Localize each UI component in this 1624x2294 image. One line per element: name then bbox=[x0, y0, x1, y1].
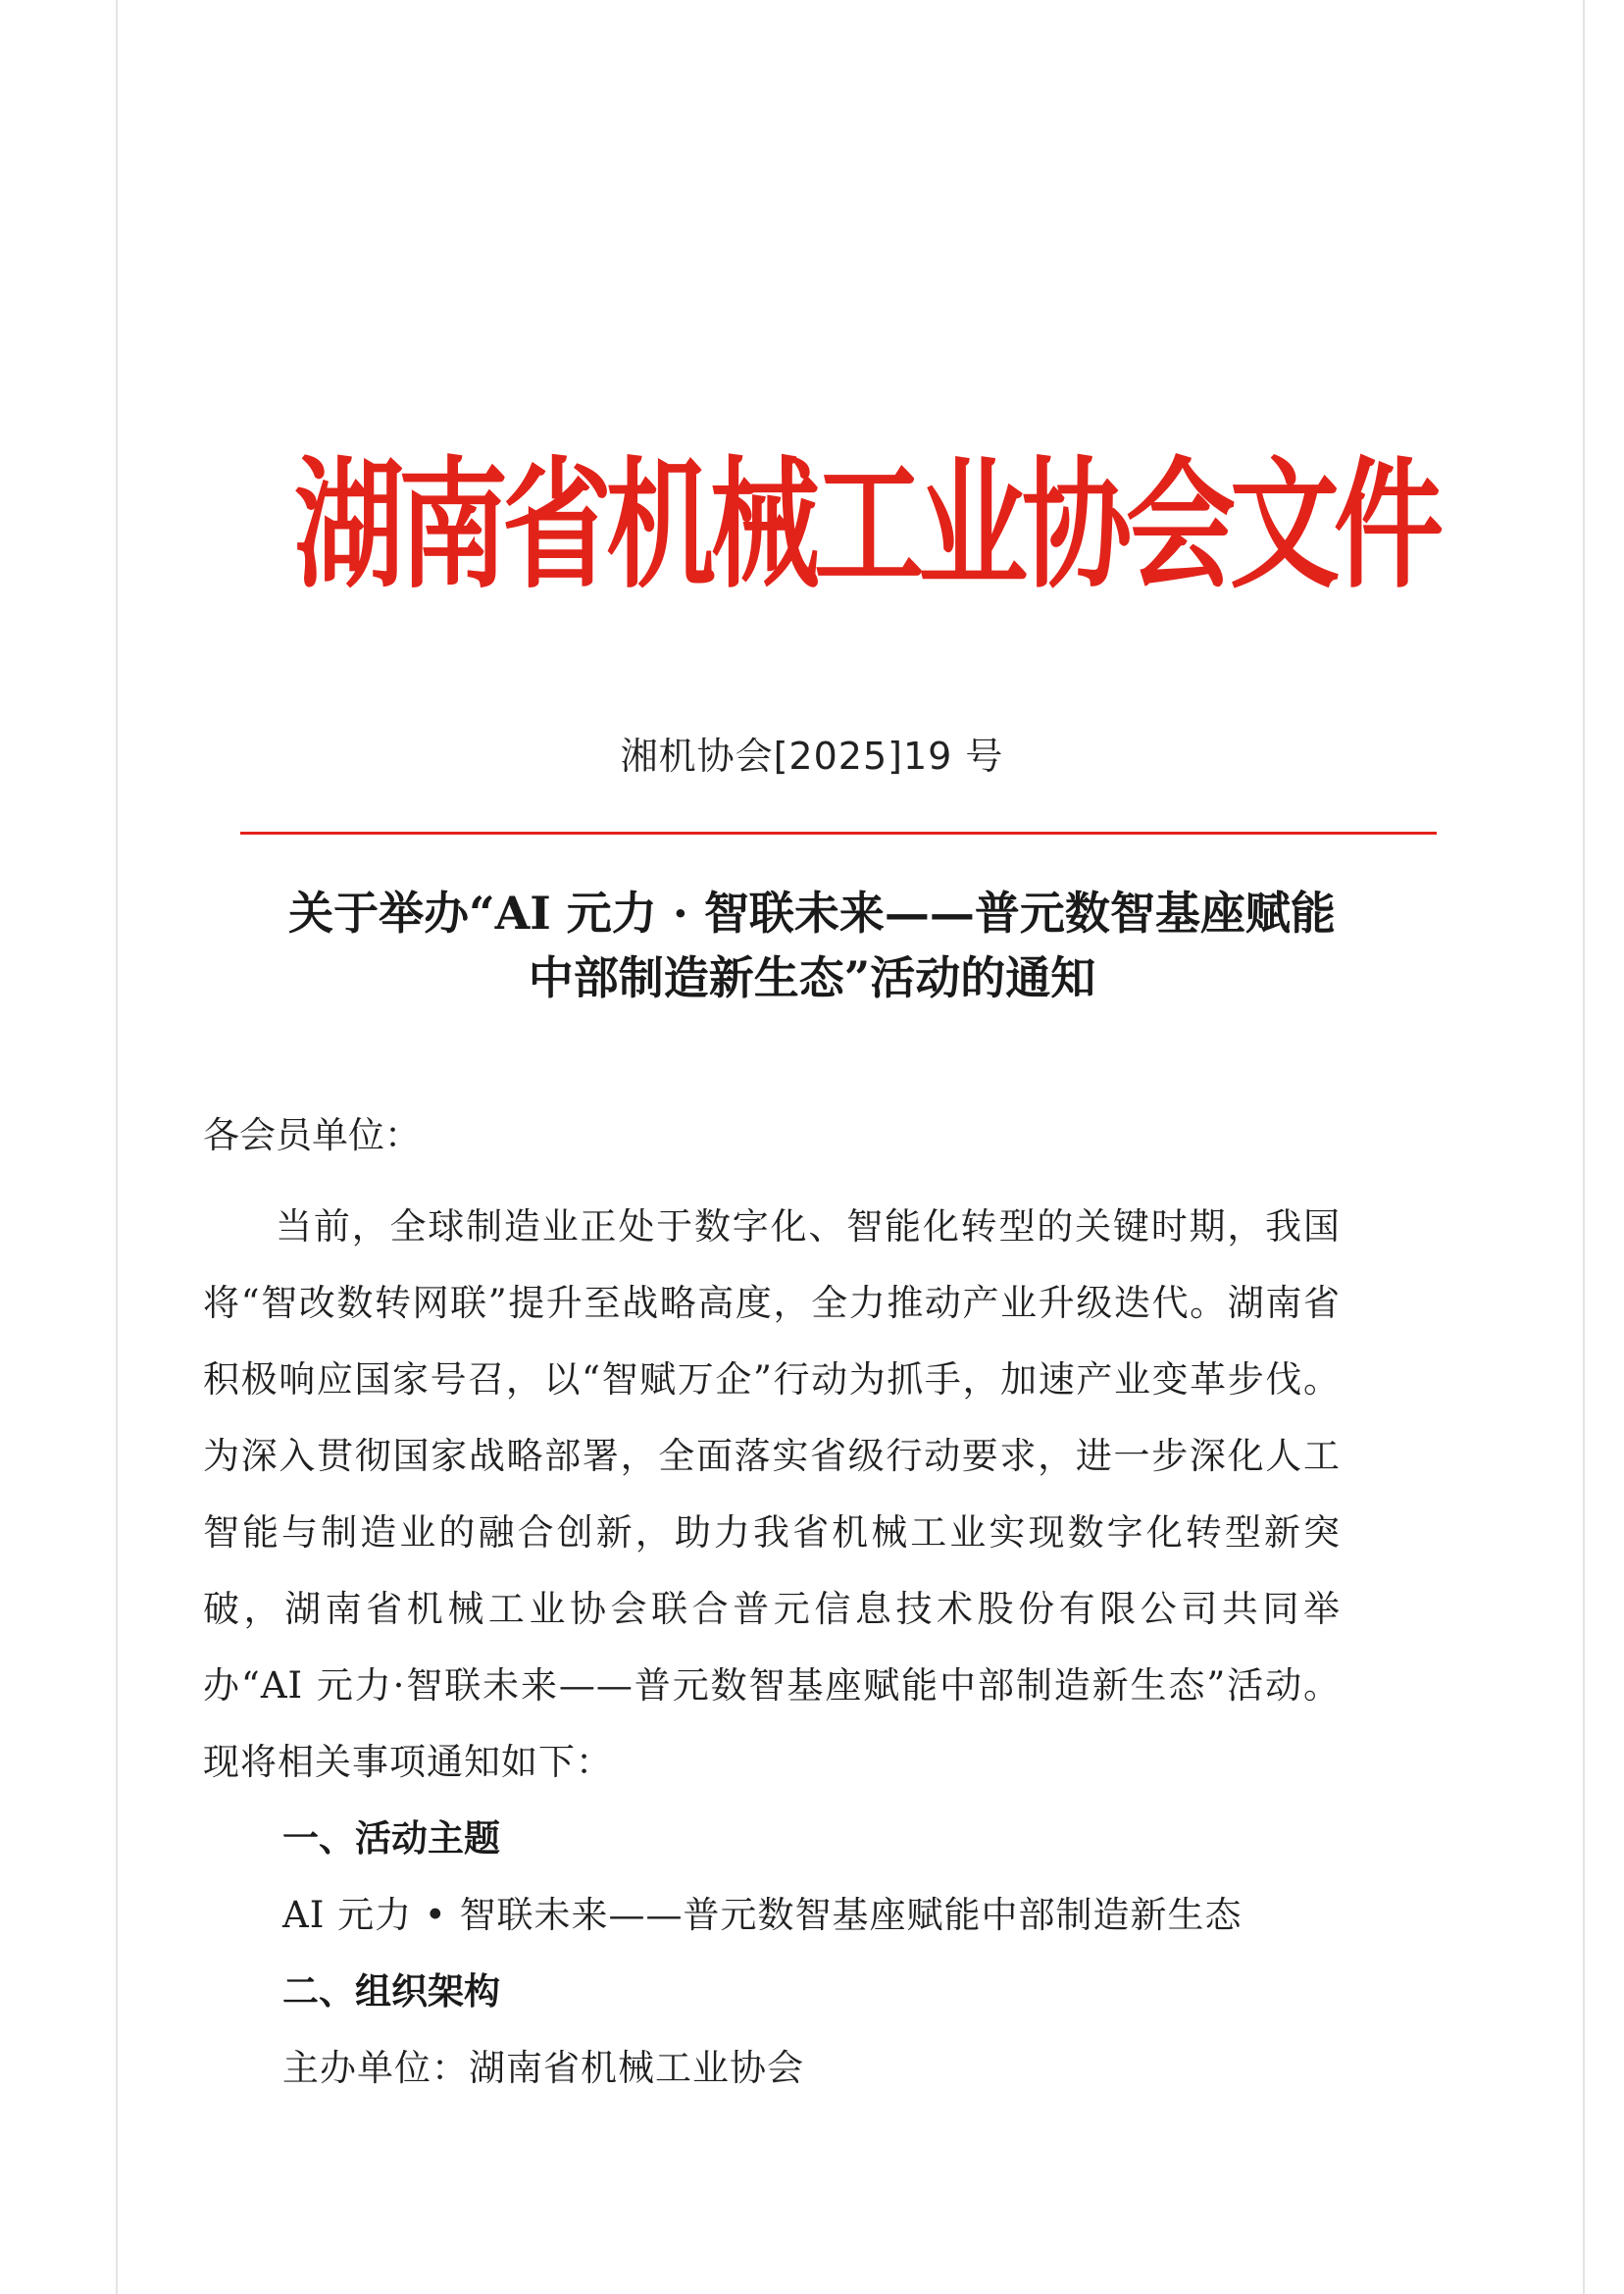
scan-edge-right bbox=[1583, 0, 1585, 2294]
section-theme-text: AI 元力 • 智联未来——普元数智基座赋能中部制造新生态 bbox=[282, 1894, 1243, 1936]
organizer-text: 主办单位：湖南省机械工业协会 bbox=[282, 2047, 804, 2089]
notice-title-line-1: 关于举办“AI 元力 · 智联未来——普元数智基座赋能 bbox=[288, 887, 1336, 940]
section-heading-theme: 一、活动主题 bbox=[282, 1817, 500, 1860]
salutation: 各会员单位： bbox=[203, 1114, 421, 1156]
notice-body bbox=[203, 1106, 1341, 1801]
section-heading-organization: 二、组织架构 bbox=[282, 1970, 500, 2013]
notice-title bbox=[196, 881, 1428, 1010]
scan-edge-left bbox=[116, 0, 118, 2294]
org-document-header: 湖南省机械工业协会文件 bbox=[294, 444, 1438, 608]
red-divider-line bbox=[240, 832, 1437, 835]
notice-title-line-2: 中部制造新生态”活动的通知 bbox=[528, 951, 1096, 1004]
document-number: 湘机协会[2025]19 号 bbox=[620, 735, 1004, 778]
intro-paragraph: 当前，全球制造业正处于数字化、智能化转型的关键时期，我国将“智改数转网联”提升至战略高度，全力推动产业升级迭代。湖南省积极响应国家号召，以“智赋万企”行动为抓手，加速产业变革步伐。为深入贯彻国家战略部署，全面落实省级行动要求，进一步深化人工智能与制造业的融合创新，助力我省机械工业实现数字化转型新突破，湖南省机械工业协会联合普元信息技术股份有限公司共同举办“AI 元力·智联未来——普元数智基座赋能中部制造新生态”活动。现将相关事项通知如下： bbox=[203, 1205, 1341, 1783]
